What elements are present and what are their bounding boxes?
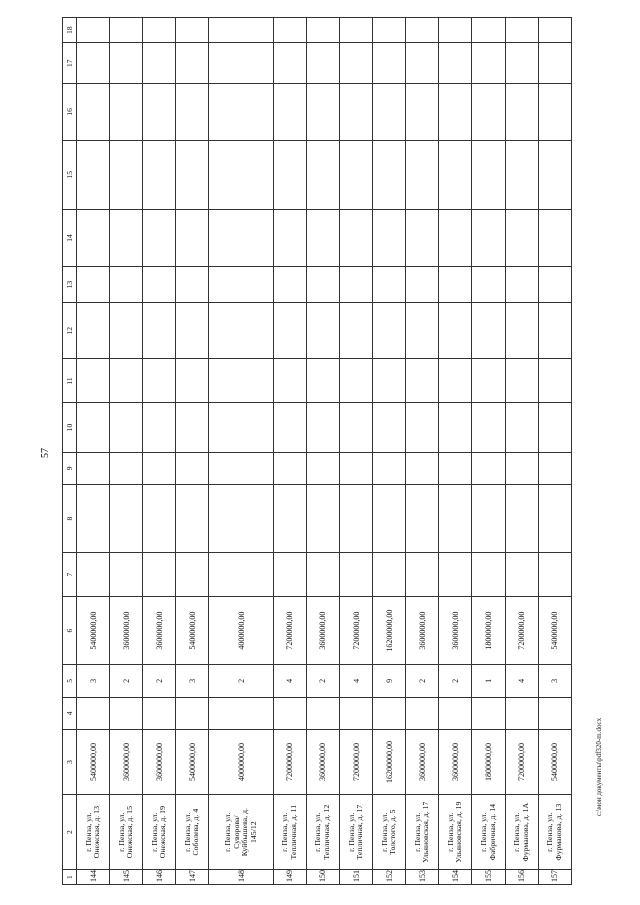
empty-cell (110, 267, 143, 303)
empty-cell (439, 697, 472, 729)
footer-path-block (593, 667, 605, 867)
column-header: 14 (63, 209, 77, 267)
empty-cell (406, 452, 439, 484)
empty-cell (306, 302, 339, 359)
header-row (63, 18, 77, 885)
table-row (472, 18, 505, 885)
empty-cell (340, 267, 373, 303)
value-cell: 3600000,00 (110, 597, 143, 665)
row-number-cell: 152 (373, 870, 406, 885)
empty-cell (538, 485, 571, 553)
empty-cell (176, 140, 209, 209)
empty-cell (306, 359, 339, 403)
empty-cell (110, 485, 143, 553)
quantity-cell: 2 (110, 665, 143, 697)
empty-cell (209, 553, 273, 597)
quantity-cell: 1 (472, 665, 505, 697)
empty-cell (273, 452, 306, 484)
address-cell: г. Пенза, ул. Фурманова, д. 1А (505, 794, 538, 869)
rotated-table-wrapper (62, 17, 572, 885)
empty-cell (406, 43, 439, 84)
empty-cell (340, 553, 373, 597)
address-cell: г. Пенза, ул. Тепличная, д. 11 (273, 794, 306, 869)
quantity-cell: 2 (439, 665, 472, 697)
empty-cell (373, 18, 406, 43)
row-number-cell: 150 (306, 870, 339, 885)
amount-cell: 4000000,00 (209, 730, 273, 795)
empty-cell (143, 697, 176, 729)
column-header: 3 (63, 730, 77, 795)
table-row (538, 18, 571, 885)
empty-cell (209, 209, 273, 267)
empty-cell (306, 43, 339, 84)
empty-cell (472, 267, 505, 303)
empty-cell (538, 553, 571, 597)
empty-cell (505, 697, 538, 729)
empty-cell (340, 209, 373, 267)
empty-cell (406, 140, 439, 209)
empty-cell (439, 267, 472, 303)
empty-cell (439, 485, 472, 553)
empty-cell (143, 302, 176, 359)
row-number-cell: 156 (505, 870, 538, 885)
empty-cell (209, 697, 273, 729)
empty-cell (439, 553, 472, 597)
empty-cell (439, 209, 472, 267)
empty-cell (538, 209, 571, 267)
empty-cell (273, 302, 306, 359)
amount-cell: 7200000,00 (340, 730, 373, 795)
empty-cell (110, 43, 143, 84)
quantity-cell: 2 (143, 665, 176, 697)
empty-cell (373, 267, 406, 303)
value-cell: 16200000,00 (373, 597, 406, 665)
amount-cell: 3600000,00 (306, 730, 339, 795)
empty-cell (340, 485, 373, 553)
empty-cell (340, 697, 373, 729)
empty-cell (472, 302, 505, 359)
empty-cell (273, 140, 306, 209)
empty-cell (209, 452, 273, 484)
empty-cell (505, 18, 538, 43)
empty-cell (505, 553, 538, 597)
empty-cell (143, 553, 176, 597)
empty-cell (209, 485, 273, 553)
empty-cell (439, 18, 472, 43)
empty-cell (273, 267, 306, 303)
empty-cell (143, 452, 176, 484)
column-header: 1 (63, 870, 77, 885)
empty-cell (373, 209, 406, 267)
address-cell: г. Пенза, ул. Ульяновская, д. 17 (406, 794, 439, 869)
empty-cell (110, 359, 143, 403)
column-header: 12 (63, 302, 77, 359)
empty-cell (77, 485, 110, 553)
empty-cell (505, 140, 538, 209)
empty-cell (273, 403, 306, 452)
amount-cell: 16200000,00 (373, 730, 406, 795)
amount-cell: 7200000,00 (273, 730, 306, 795)
empty-cell (306, 697, 339, 729)
empty-cell (77, 267, 110, 303)
amount-cell: 1800000,00 (472, 730, 505, 795)
empty-cell (110, 302, 143, 359)
empty-cell (472, 209, 505, 267)
empty-cell (176, 359, 209, 403)
empty-cell (273, 697, 306, 729)
empty-cell (209, 359, 273, 403)
empty-cell (340, 18, 373, 43)
address-cell: г. Пенза, ул. Соболева, д. 4 (176, 794, 209, 869)
column-header: 11 (63, 359, 77, 403)
empty-cell (538, 43, 571, 84)
column-header: 4 (63, 697, 77, 729)
empty-cell (209, 403, 273, 452)
table-row (439, 18, 472, 885)
amount-cell: 3600000,00 (143, 730, 176, 795)
empty-cell (176, 209, 209, 267)
empty-cell (538, 359, 571, 403)
empty-cell (340, 359, 373, 403)
empty-cell (340, 452, 373, 484)
column-header: 10 (63, 403, 77, 452)
empty-cell (406, 18, 439, 43)
row-number-cell: 149 (273, 870, 306, 885)
empty-cell (176, 43, 209, 84)
empty-cell (77, 697, 110, 729)
empty-cell (143, 403, 176, 452)
empty-cell (505, 302, 538, 359)
table-row (505, 18, 538, 885)
empty-cell (505, 403, 538, 452)
empty-cell (505, 43, 538, 84)
quantity-cell: 4 (340, 665, 373, 697)
empty-cell (273, 359, 306, 403)
column-header: 5 (63, 665, 77, 697)
column-header: 17 (63, 43, 77, 84)
value-cell: 1800000,00 (472, 597, 505, 665)
address-cell: г. Пенза, ул. Фурманова, д. 13 (538, 794, 571, 869)
table-row (110, 18, 143, 885)
empty-cell (373, 302, 406, 359)
empty-cell (439, 452, 472, 484)
address-cell: г. Пенза, ул. Онежская, д. 15 (110, 794, 143, 869)
amount-cell: 3600000,00 (110, 730, 143, 795)
table-row (77, 18, 110, 885)
empty-cell (406, 485, 439, 553)
column-header: 9 (63, 452, 77, 484)
column-header: 6 (63, 597, 77, 665)
empty-cell (472, 697, 505, 729)
column-header: 15 (63, 140, 77, 209)
table-row (306, 18, 339, 885)
data-table (62, 17, 572, 885)
empty-cell (176, 84, 209, 141)
table-row (209, 18, 273, 885)
table-row (406, 18, 439, 885)
amount-cell: 5400000,00 (538, 730, 571, 795)
row-number-cell: 157 (538, 870, 571, 885)
footer-path: c:\мои документы\pdf320-m.docx (595, 717, 603, 817)
row-number-cell: 153 (406, 870, 439, 885)
value-cell: 3600000,00 (306, 597, 339, 665)
quantity-cell: 2 (306, 665, 339, 697)
empty-cell (472, 140, 505, 209)
column-header: 8 (63, 485, 77, 553)
column-header: 2 (63, 794, 77, 869)
empty-cell (505, 267, 538, 303)
quantity-cell: 3 (176, 665, 209, 697)
column-header: 18 (63, 18, 77, 43)
empty-cell (77, 84, 110, 141)
empty-cell (406, 267, 439, 303)
empty-cell (505, 485, 538, 553)
value-cell: 4000000,00 (209, 597, 273, 665)
empty-cell (439, 43, 472, 84)
value-cell: 5400000,00 (77, 597, 110, 665)
empty-cell (306, 452, 339, 484)
empty-cell (373, 452, 406, 484)
empty-cell (143, 84, 176, 141)
empty-cell (176, 267, 209, 303)
empty-cell (505, 209, 538, 267)
table-row (273, 18, 306, 885)
empty-cell (110, 403, 143, 452)
value-cell: 5400000,00 (176, 597, 209, 665)
empty-cell (306, 140, 339, 209)
address-cell: г. Пенза, ул. Суворова/ Куйбышева, д. 145/12 (209, 794, 273, 869)
quantity-cell: 4 (273, 665, 306, 697)
empty-cell (143, 485, 176, 553)
empty-cell (439, 84, 472, 141)
value-cell: 3600000,00 (439, 597, 472, 665)
row-number-cell: 147 (176, 870, 209, 885)
amount-cell: 5400000,00 (77, 730, 110, 795)
empty-cell (538, 452, 571, 484)
empty-cell (373, 84, 406, 141)
empty-cell (505, 84, 538, 141)
empty-cell (143, 209, 176, 267)
empty-cell (472, 18, 505, 43)
address-cell: г. Пенза, ул. Ульяновская, д. 19 (439, 794, 472, 869)
empty-cell (373, 485, 406, 553)
value-cell: 5400000,00 (538, 597, 571, 665)
value-cell: 7200000,00 (273, 597, 306, 665)
empty-cell (439, 403, 472, 452)
quantity-cell: 9 (373, 665, 406, 697)
empty-cell (110, 452, 143, 484)
empty-cell (143, 359, 176, 403)
table-row (143, 18, 176, 885)
table-row (340, 18, 373, 885)
value-cell: 7200000,00 (340, 597, 373, 665)
row-number-cell: 146 (143, 870, 176, 885)
empty-cell (77, 302, 110, 359)
amount-cell: 7200000,00 (505, 730, 538, 795)
address-cell: г. Пенза, ул. Фабричная, д. 14 (472, 794, 505, 869)
address-cell: г. Пенза, ул. Тепличная, д. 17 (340, 794, 373, 869)
empty-cell (472, 359, 505, 403)
empty-cell (472, 485, 505, 553)
empty-cell (306, 18, 339, 43)
empty-cell (538, 140, 571, 209)
empty-cell (373, 43, 406, 84)
row-number-cell: 154 (439, 870, 472, 885)
value-cell: 3600000,00 (143, 597, 176, 665)
empty-cell (373, 140, 406, 209)
empty-cell (77, 18, 110, 43)
amount-cell: 5400000,00 (176, 730, 209, 795)
empty-cell (505, 359, 538, 403)
empty-cell (373, 359, 406, 403)
empty-cell (143, 140, 176, 209)
empty-cell (273, 18, 306, 43)
column-header: 16 (63, 84, 77, 141)
empty-cell (406, 209, 439, 267)
empty-cell (538, 84, 571, 141)
empty-cell (472, 84, 505, 141)
quantity-cell: 2 (406, 665, 439, 697)
empty-cell (110, 697, 143, 729)
value-cell: 3600000,00 (406, 597, 439, 665)
empty-cell (472, 403, 505, 452)
empty-cell (306, 403, 339, 452)
empty-cell (439, 140, 472, 209)
empty-cell (406, 553, 439, 597)
amount-cell: 3600000,00 (439, 730, 472, 795)
row-number-cell: 148 (209, 870, 273, 885)
empty-cell (538, 403, 571, 452)
empty-cell (472, 553, 505, 597)
empty-cell (472, 43, 505, 84)
row-number-cell: 155 (472, 870, 505, 885)
quantity-cell: 2 (209, 665, 273, 697)
empty-cell (373, 403, 406, 452)
empty-cell (209, 43, 273, 84)
empty-cell (209, 302, 273, 359)
page-number: 57 (40, 448, 51, 458)
empty-cell (273, 553, 306, 597)
empty-cell (176, 452, 209, 484)
empty-cell (340, 84, 373, 141)
empty-cell (176, 697, 209, 729)
value-cell: 7200000,00 (505, 597, 538, 665)
empty-cell (538, 302, 571, 359)
empty-cell (110, 18, 143, 43)
empty-cell (406, 697, 439, 729)
empty-cell (77, 43, 110, 84)
address-cell: г. Пенза, ул. Онежская, д. 13 (77, 794, 110, 869)
empty-cell (373, 697, 406, 729)
empty-cell (209, 84, 273, 141)
empty-cell (538, 18, 571, 43)
empty-cell (110, 140, 143, 209)
column-header: 7 (63, 553, 77, 597)
column-header: 13 (63, 267, 77, 303)
table-row (373, 18, 406, 885)
empty-cell (306, 267, 339, 303)
empty-cell (77, 553, 110, 597)
empty-cell (340, 302, 373, 359)
empty-cell (406, 403, 439, 452)
empty-cell (306, 553, 339, 597)
empty-cell (143, 43, 176, 84)
empty-cell (143, 267, 176, 303)
empty-cell (110, 209, 143, 267)
empty-cell (77, 140, 110, 209)
empty-cell (340, 140, 373, 209)
row-number-cell: 144 (77, 870, 110, 885)
empty-cell (273, 485, 306, 553)
empty-cell (406, 302, 439, 359)
empty-cell (306, 84, 339, 141)
empty-cell (406, 84, 439, 141)
empty-cell (306, 485, 339, 553)
empty-cell (77, 359, 110, 403)
quantity-cell: 3 (77, 665, 110, 697)
empty-cell (273, 84, 306, 141)
empty-cell (373, 553, 406, 597)
row-number-cell: 145 (110, 870, 143, 885)
empty-cell (306, 209, 339, 267)
quantity-cell: 4 (505, 665, 538, 697)
address-cell: г. Пенза, ул. Тепличная, д. 12 (306, 794, 339, 869)
amount-cell: 3600000,00 (406, 730, 439, 795)
empty-cell (406, 359, 439, 403)
empty-cell (273, 209, 306, 267)
empty-cell (538, 267, 571, 303)
empty-cell (472, 452, 505, 484)
empty-cell (110, 553, 143, 597)
address-cell: г. Пенза, ул. Толстого, д. 5 (373, 794, 406, 869)
empty-cell (176, 302, 209, 359)
empty-cell (77, 452, 110, 484)
empty-cell (340, 43, 373, 84)
empty-cell (340, 403, 373, 452)
empty-cell (439, 359, 472, 403)
table-row (176, 18, 209, 885)
empty-cell (110, 84, 143, 141)
empty-cell (176, 553, 209, 597)
empty-cell (176, 485, 209, 553)
empty-cell (505, 452, 538, 484)
quantity-cell: 3 (538, 665, 571, 697)
empty-cell (273, 43, 306, 84)
row-number-cell: 151 (340, 870, 373, 885)
empty-cell (209, 267, 273, 303)
address-cell: г. Пенза, ул. Онежская, д. 19 (143, 794, 176, 869)
empty-cell (538, 697, 571, 729)
empty-cell (77, 209, 110, 267)
empty-cell (209, 140, 273, 209)
empty-cell (209, 18, 273, 43)
empty-cell (176, 18, 209, 43)
empty-cell (143, 18, 176, 43)
empty-cell (77, 403, 110, 452)
empty-cell (439, 302, 472, 359)
empty-cell (176, 403, 209, 452)
